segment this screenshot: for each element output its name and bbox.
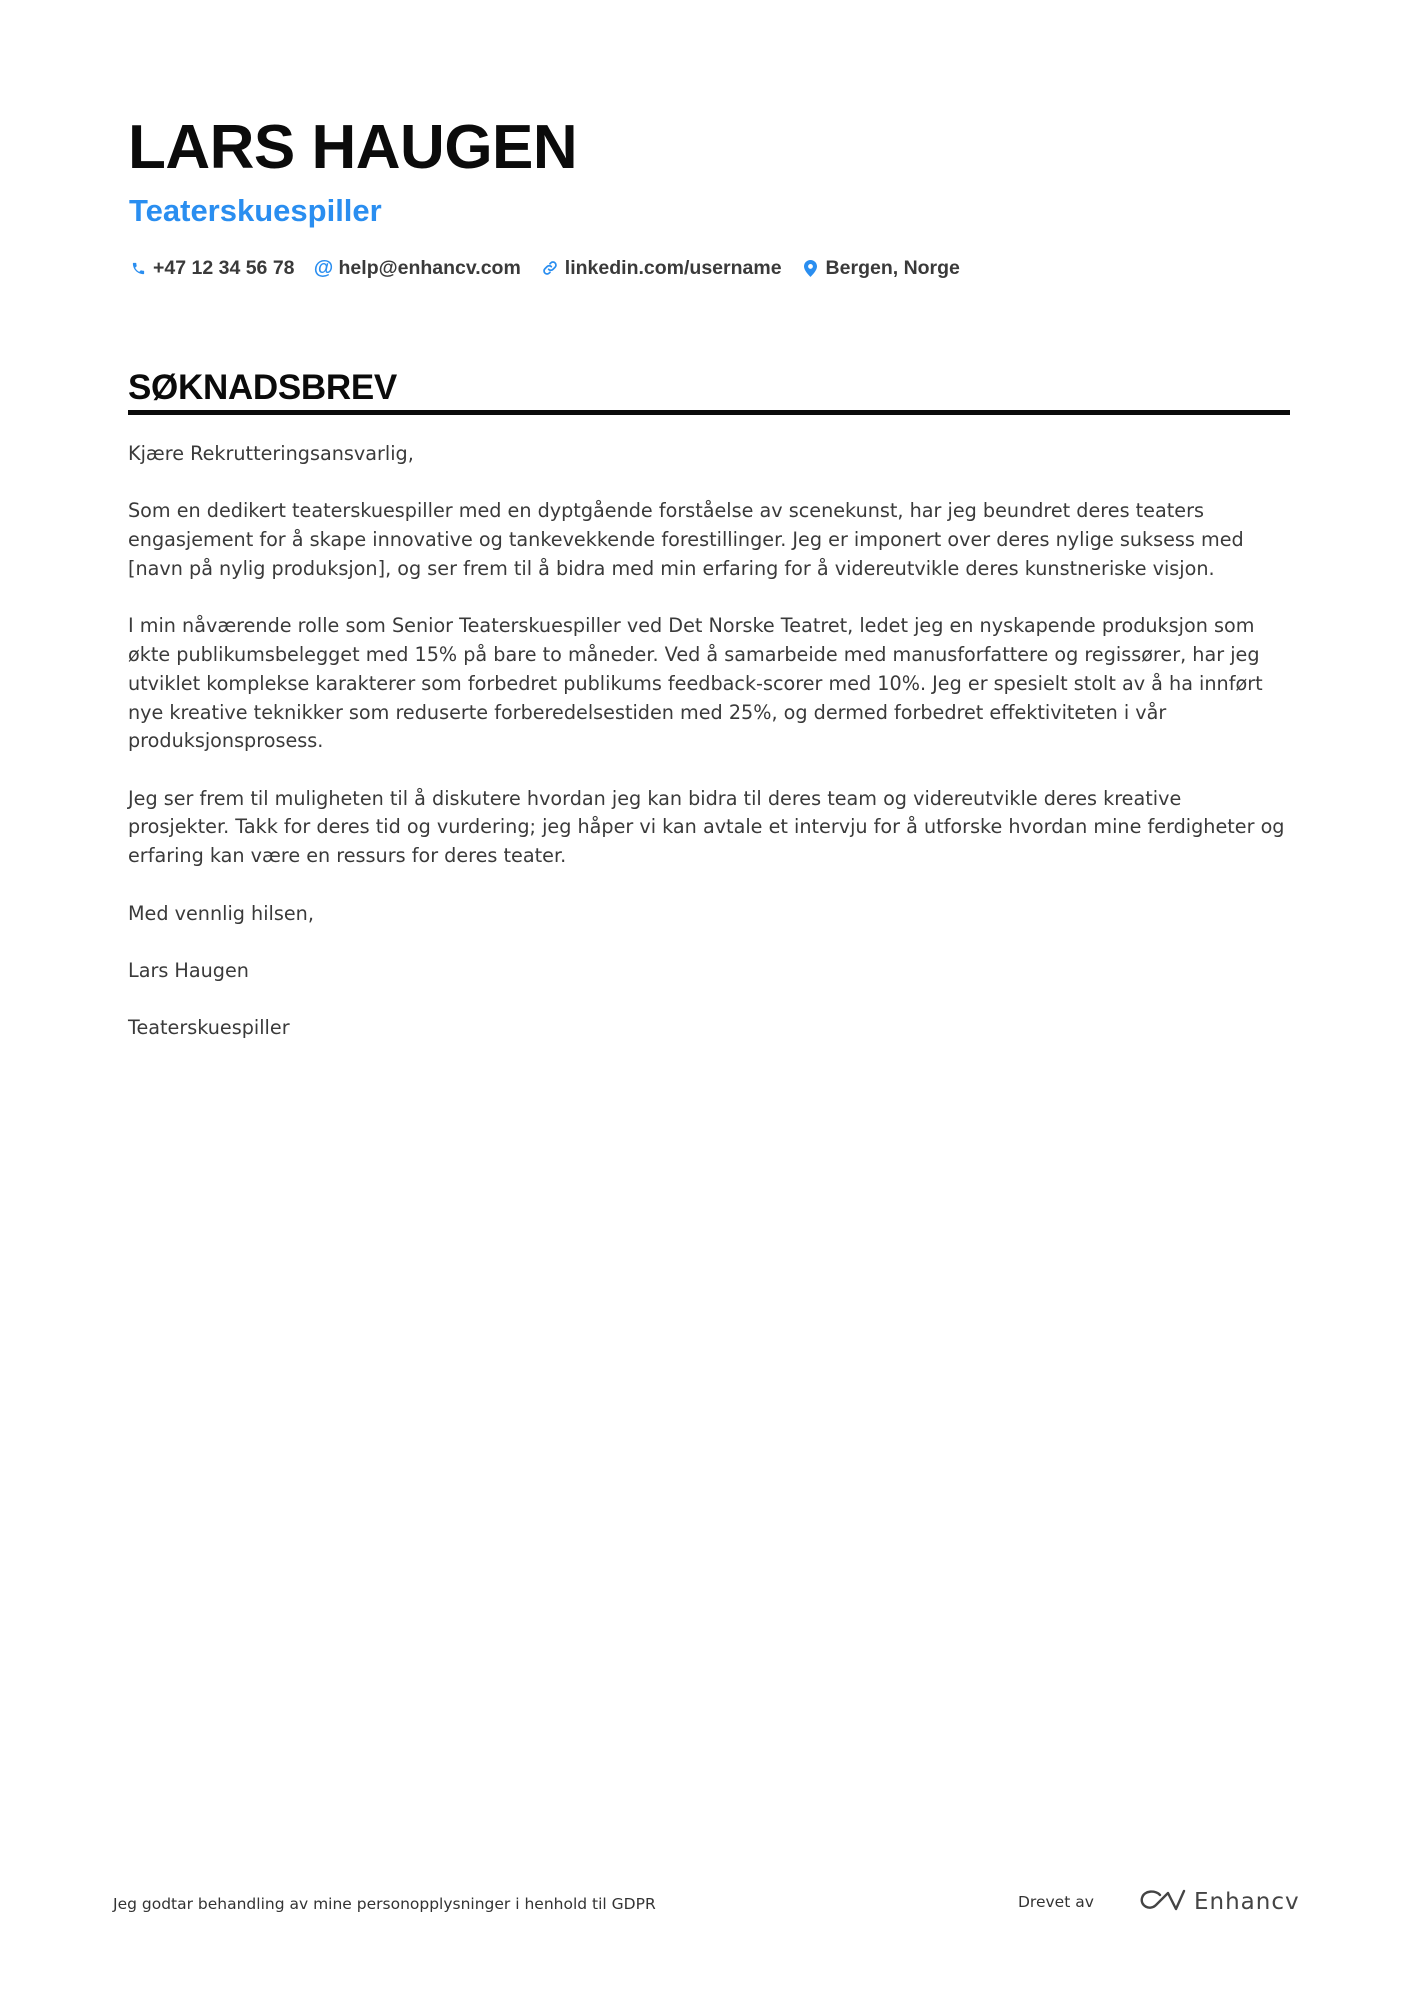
linkedin-text: linkedin.com/username xyxy=(564,256,782,279)
enhancv-logo-icon xyxy=(1138,1887,1186,1918)
contact-location xyxy=(802,257,960,280)
map-pin-icon xyxy=(802,257,820,279)
link-icon xyxy=(541,257,559,279)
letter-body xyxy=(128,440,1288,1071)
powered-by-label: Drevet av xyxy=(1018,1893,1094,1911)
gdpr-consent-text: Jeg godtar behandling av mine personopplysninger i henhold til GDPR xyxy=(113,1895,656,1913)
section-divider xyxy=(128,410,1290,415)
section-title: SØKNADSBREV xyxy=(128,368,397,407)
applicant-role: Teaterskuespiller xyxy=(129,193,382,228)
letter-paragraph: Jeg ser frem til muligheten til å diskutere hvordan jeg kan bidra til deres team og videreutvikle deres kreative prosjekter. Takk for deres tid og vurdering; jeg håper vi kan avtale et intervju for å utforske hvordan mine ferdigheter og erfaring kan være en ressurs for deres teater. xyxy=(128,786,1285,868)
letter-paragraph: Som en dedikert teaterskuespiller med en dyptgående forståelse av scenekunst, har jeg beundret deres teaters engasjement for å skape innovative og tankevekkende forestillinger. Jeg er imponert over deres nylige suksess med [navn på nylig produksjon], og ser frem til å bidra med min erfaring for å videreutvikle deres kunstneriske visjon. xyxy=(128,499,1244,580)
contact-phone[interactable] xyxy=(129,257,295,280)
phone-icon xyxy=(129,257,147,279)
letter-closing: Med vennlig hilsen, xyxy=(128,901,314,925)
location-text: Bergen, Norge xyxy=(825,256,960,279)
letter-paragraph: I min nåværende rolle som Senior Teaterskuespiller ved Det Norske Teatret, ledet jeg en nyskapende produksjon som økte publikumsbelegget med 15% på bare to måneder. Ved å samarbeide med manusforfattere og regissører, har jeg utviklet komplekse karakterer som forbedret publikums feedback-scorer med 10%. Jeg er spesielt stolt av å ha innført nye kreative teknikker som reduserte forberedelsestiden med 25%, og dermed forbedret effektiviteten i vår produksjonsprosess. xyxy=(128,614,1263,753)
enhancv-wordmark: Enhancv xyxy=(1194,1889,1300,1915)
at-icon: @ xyxy=(313,257,334,279)
email-text: help@enhancv.com xyxy=(338,256,521,279)
signature-name: Lars Haugen xyxy=(128,958,249,982)
letter-greeting: Kjære Rekrutteringsansvarlig, xyxy=(128,442,414,465)
contact-email[interactable] xyxy=(315,257,521,280)
signature-title: Teaterskuespiller xyxy=(128,1016,290,1040)
contact-linkedin[interactable] xyxy=(541,257,782,280)
phone-text: +47 12 34 56 78 xyxy=(153,256,295,279)
applicant-name: LARS HAUGEN xyxy=(128,113,578,182)
enhancv-brand[interactable] xyxy=(1138,1887,1300,1917)
contact-bar xyxy=(129,254,980,282)
